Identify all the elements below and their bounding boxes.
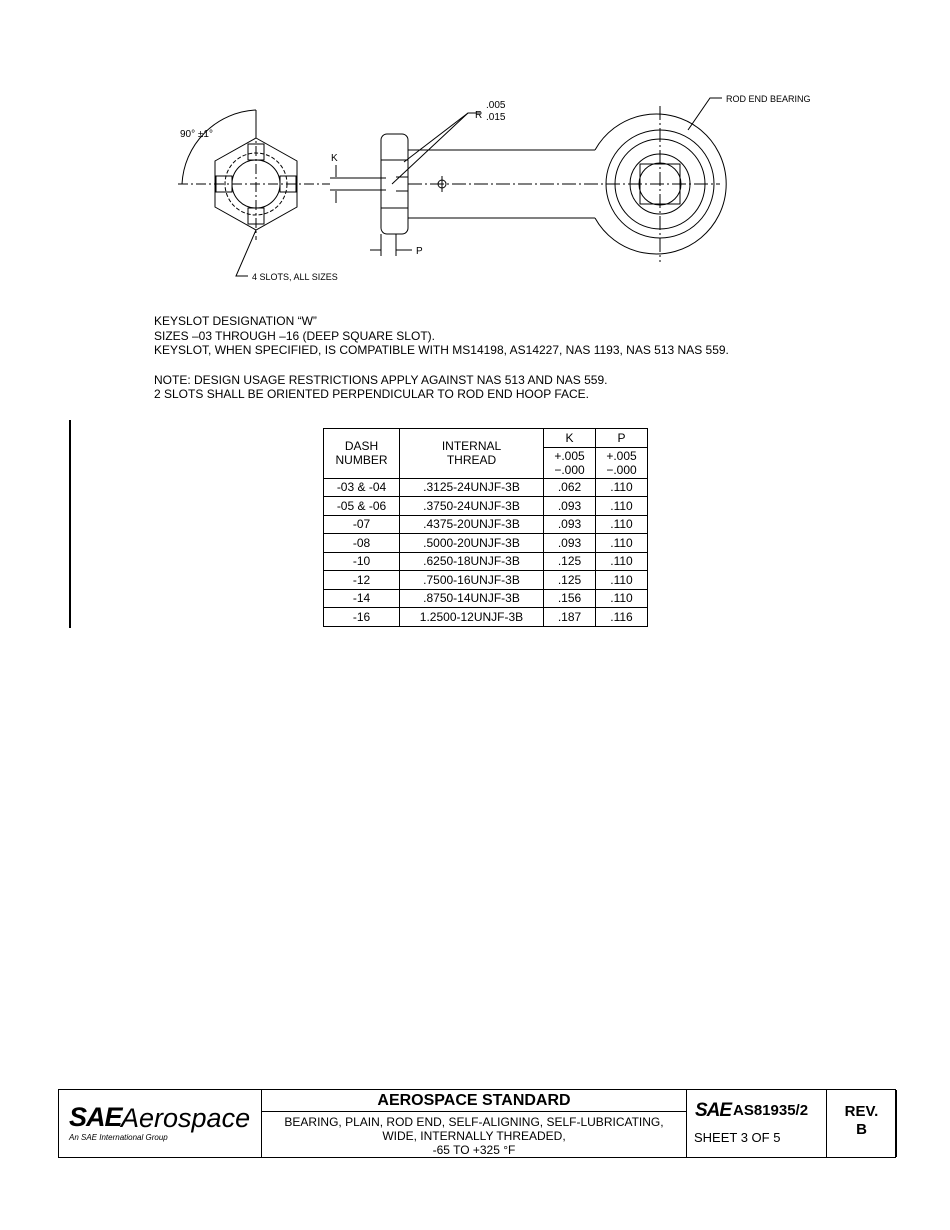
sae-aerospace-logo [59, 1090, 262, 1157]
radius-label-r: R [475, 110, 483, 121]
cell-k: .062 [544, 478, 596, 497]
table-row [324, 589, 648, 608]
cell-p: .110 [596, 497, 648, 516]
cell-k: .187 [544, 608, 596, 627]
document-number: AS81935/2 [733, 1102, 809, 1119]
cell-dash: -07 [324, 515, 400, 534]
cell-thread: 1.2500-12UNJF-3B [400, 608, 544, 627]
table-row [324, 552, 648, 571]
cell-thread: .3125-24UNJF-3B [400, 478, 544, 497]
standard-title: AEROSPACE STANDARD [262, 1090, 686, 1112]
table-row [324, 608, 648, 627]
angle-label: 90° ±1° [180, 129, 213, 140]
k-label: K [331, 153, 338, 164]
technical-drawing [160, 80, 840, 300]
revision-cell [827, 1090, 897, 1157]
cell-k: .093 [544, 497, 596, 516]
cell-dash: -03 & -04 [324, 478, 400, 497]
revision-value: B [856, 1121, 867, 1138]
keyslot-notes [154, 314, 729, 402]
note-line: 2 SLOTS SHALL BE ORIENTED PERPENDICULAR TO ROD END HOOP FACE. [154, 387, 589, 401]
table-row [324, 534, 648, 553]
note-line: SIZES –03 THROUGH –16 (DEEP SQUARE SLOT). [154, 328, 435, 343]
revision-label: REV. [844, 1103, 879, 1120]
dimension-table [323, 428, 648, 627]
rod-end-bearing-label: ROD END BEARING [726, 94, 811, 104]
note-line: NOTE: DESIGN USAGE RESTRICTIONS APPLY AGAINST NAS 513 AND NAS 559. [154, 372, 608, 387]
cell-thread: .6250-18UNJF-3B [400, 552, 544, 571]
note-line: KEYSLOT, WHEN SPECIFIED, IS COMPATIBLE WITH MS14198, AS14227, NAS 1193, NAS 513 NAS 559. [154, 343, 729, 357]
cell-p: .110 [596, 589, 648, 608]
cell-p: .110 [596, 552, 648, 571]
cell-p: .110 [596, 515, 648, 534]
cell-dash: -14 [324, 589, 400, 608]
cell-p: .110 [596, 534, 648, 553]
cell-p: .116 [596, 608, 648, 627]
slots-label: 4 SLOTS, ALL SIZES [252, 272, 338, 282]
cell-k: .125 [544, 571, 596, 590]
cell-p: .110 [596, 478, 648, 497]
table-row [324, 478, 648, 497]
cell-dash: -12 [324, 571, 400, 590]
cell-thread: .5000-20UNJF-3B [400, 534, 544, 553]
radius-lower: .015 [486, 112, 506, 123]
document-number-cell [687, 1090, 827, 1157]
logo-sae: SAE [69, 1102, 122, 1132]
p-label: P [416, 246, 423, 257]
nut-side-view [381, 134, 408, 234]
cell-thread: .4375-20UNJF-3B [400, 515, 544, 534]
cell-dash: -08 [324, 534, 400, 553]
header-dash-number: DASH NUMBER [324, 429, 400, 479]
tolerance-k: +.005 −.000 [544, 447, 596, 478]
table-body [324, 478, 648, 626]
cell-thread: .8750-14UNJF-3B [400, 589, 544, 608]
header-internal-thread: INTERNAL THREAD [400, 429, 544, 479]
cell-k: .093 [544, 534, 596, 553]
table-row [324, 571, 648, 590]
sae-small-logo: SAE [695, 1100, 732, 1121]
table-row [324, 515, 648, 534]
sheet-number: SHEET 3 OF 5 [694, 1130, 781, 1145]
tolerance-p: +.005 −.000 [596, 447, 648, 478]
title-cell [262, 1090, 687, 1157]
header-k: K [544, 429, 596, 448]
header-p: P [596, 429, 648, 448]
revision-bar [69, 420, 71, 628]
cell-k: .125 [544, 552, 596, 571]
cell-dash: -05 & -06 [324, 497, 400, 516]
note-line: KEYSLOT DESIGNATION “W” [154, 314, 317, 328]
cell-thread: .3750-24UNJF-3B [400, 497, 544, 516]
cell-thread: .7500-16UNJF-3B [400, 571, 544, 590]
logo-aerospace: Aerospace [121, 1103, 251, 1133]
logo-group: An SAE International Group [69, 1133, 168, 1142]
cell-dash: -16 [324, 608, 400, 627]
cell-k: .156 [544, 589, 596, 608]
document-description: BEARING, PLAIN, ROD END, SELF-ALIGNING, SELF-LUBRICATING, WIDE, INTERNALLY THREADED, -65 TO +325 °F [284, 1115, 664, 1157]
cell-dash: -10 [324, 552, 400, 571]
table-header-row [324, 429, 648, 448]
table-row [324, 497, 648, 516]
radius-upper: .005 [486, 100, 506, 111]
title-block [58, 1089, 896, 1158]
cell-k: .093 [544, 515, 596, 534]
cell-p: .110 [596, 571, 648, 590]
